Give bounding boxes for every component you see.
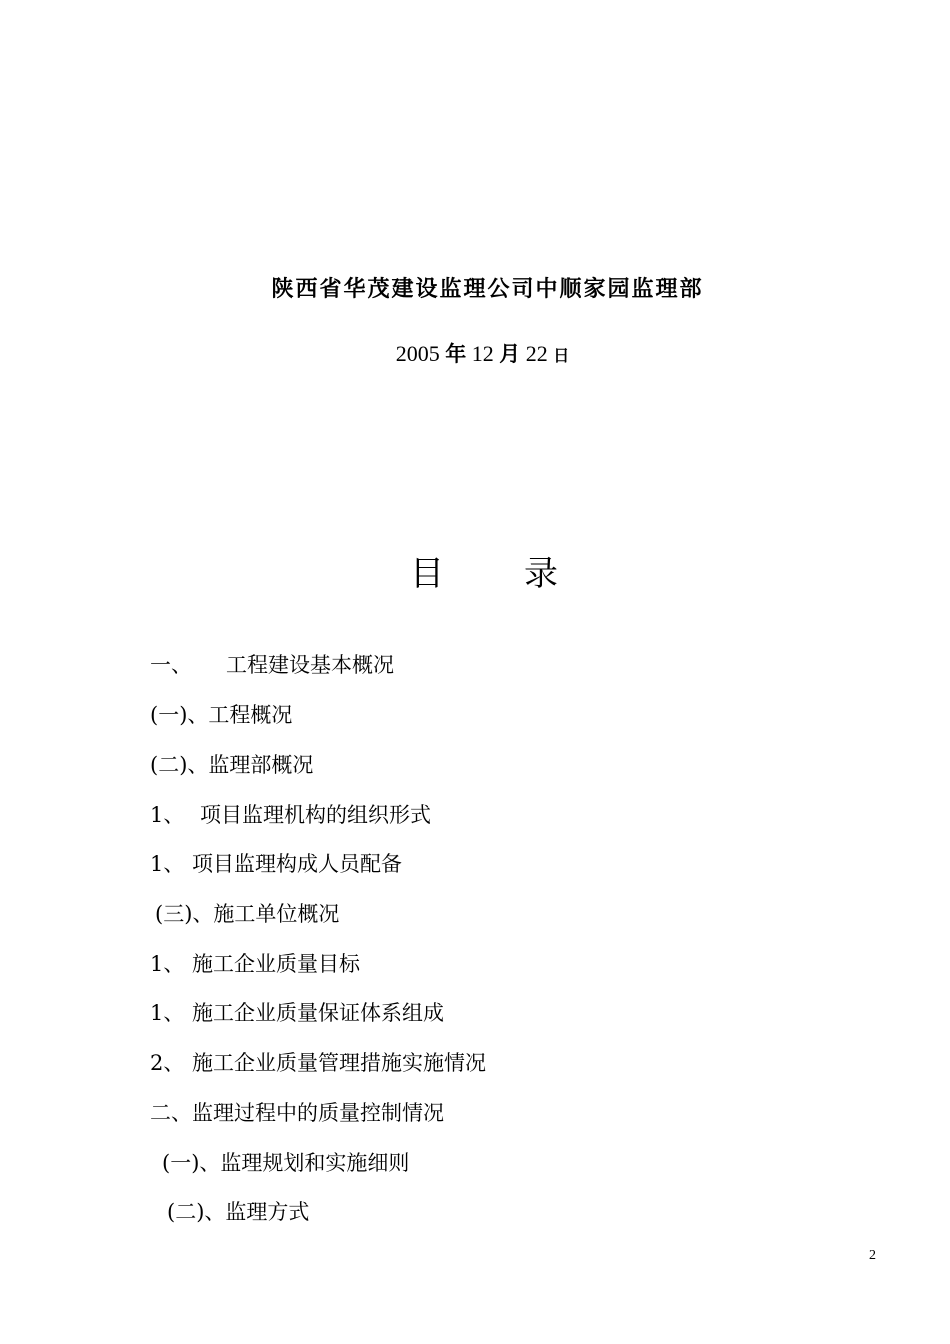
toc-item-5 [150, 854, 402, 875]
date-month-unit: 月 [499, 341, 521, 366]
toc-item-text: 工程建设基本概况 [226, 653, 394, 677]
date-month: 12 [471, 341, 494, 366]
toc-item-marker: 1、 [150, 803, 185, 827]
toc-item-text: 监理过程中的质量控制情况 [192, 1101, 444, 1125]
toc-item-3 [150, 755, 313, 776]
toc-item-12 [167, 1202, 309, 1223]
date-year: 2005 [395, 341, 440, 366]
toc-item-marker: (一) [150, 703, 188, 727]
page-number: 2 [869, 1248, 876, 1263]
toc-item-marker: 1、 [150, 852, 185, 876]
toc-item-marker: (二) [150, 753, 188, 777]
toc-item-marker: 2、 [150, 1051, 185, 1075]
toc-item-text: 、工程概况 [187, 703, 293, 727]
organization-name: 陕西省华茂建设监理公司中顺家园监理部 [271, 276, 704, 302]
toc-title-char-2: 录 [524, 554, 558, 594]
toc-item-9 [150, 1053, 486, 1074]
toc-item-8 [150, 1003, 444, 1024]
toc-item-text: 、监理规划和实施细则 [199, 1151, 410, 1175]
toc-item-2 [150, 705, 292, 726]
toc-item-text: 项目监理构成人员配备 [192, 852, 402, 876]
toc-item-marker: 一、 [150, 653, 192, 677]
date-day-unit: 日 [553, 346, 570, 365]
toc-item-text: 施工企业质量管理措施实施情况 [192, 1051, 486, 1075]
toc-item-marker: (一) [162, 1151, 200, 1175]
toc-item-10 [150, 1103, 444, 1124]
toc-item-text: 施工企业质量目标 [192, 952, 360, 976]
toc-item-marker: 1、 [150, 1001, 185, 1025]
toc-item-marker: 二、 [150, 1101, 192, 1125]
date-year-unit: 年 [445, 341, 467, 366]
date-day: 22 [525, 341, 548, 366]
report-date [0, 338, 950, 368]
toc-item-marker: (三) [155, 902, 193, 926]
toc-item-marker: 1、 [150, 952, 185, 976]
toc-item-4 [150, 805, 431, 826]
toc-item-text: 、施工单位概况 [192, 902, 340, 926]
toc-item-1 [150, 655, 394, 676]
toc-item-text: 、监理部概况 [187, 753, 314, 777]
toc-item-text: 项目监理机构的组织形式 [200, 803, 431, 827]
toc-item-6 [155, 904, 339, 925]
toc-item-text: 、监理方式 [204, 1200, 310, 1224]
toc-item-7 [150, 954, 360, 975]
toc-title-char-1: 目 [410, 554, 444, 594]
toc-item-marker: (二) [167, 1200, 205, 1224]
toc-item-text: 施工企业质量保证体系组成 [192, 1001, 444, 1025]
toc-item-11 [162, 1153, 409, 1174]
